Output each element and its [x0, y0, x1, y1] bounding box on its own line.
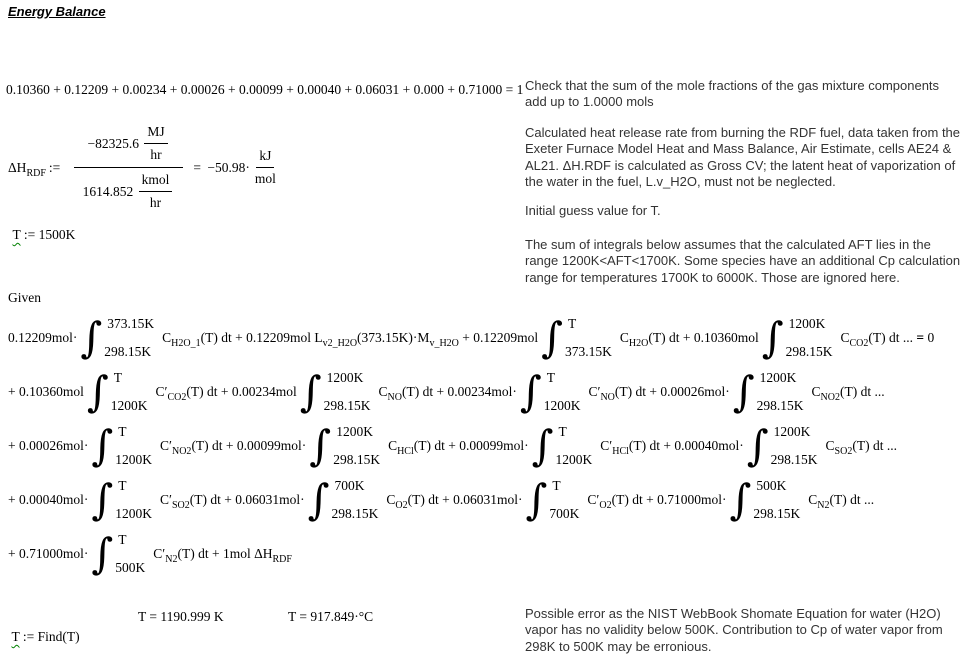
integral-bounds — [563, 313, 612, 363]
integral-icon: ∫ — [531, 421, 554, 470]
solve-block-equation[interactable] — [8, 311, 934, 581]
integral-bounds — [113, 529, 145, 579]
symbol-subscript: NO — [600, 392, 615, 403]
integral-lower-bound: 1200K — [115, 506, 153, 521]
symbol-subscript: RDF — [272, 554, 292, 565]
symbol-subscript: CO2 — [849, 338, 869, 349]
integral-icon: ∫ — [91, 421, 114, 470]
note-line: range for temperatures 1700K to 6000K. Those are ignored here. — [525, 269, 900, 285]
integral-upper-bound: T — [118, 424, 127, 439]
result-celsius[interactable]: T = 917.849·°C — [288, 609, 374, 624]
integral-upper-bound: 1200K — [773, 424, 811, 439]
integral — [747, 421, 818, 471]
note-line: vapor has no validity below 500K. Contribution to Cp of water vapor from — [525, 622, 943, 638]
integral-icon: ∫ — [91, 529, 114, 578]
integral-bounds — [102, 313, 154, 363]
integral-bounds — [751, 475, 800, 525]
symbol-base: C — [378, 384, 388, 399]
math-text: (T) dt ... — [852, 438, 897, 453]
denominator-unit-fraction — [139, 170, 173, 213]
symbol-subscript: NO2 — [820, 392, 840, 403]
integral — [520, 367, 581, 417]
math-text: (T) dt + 1mol — [177, 546, 255, 561]
math-text: 0.12209mol· — [8, 330, 78, 345]
subscripted-symbol — [388, 436, 414, 456]
find-t-equation[interactable] — [5, 607, 80, 647]
symbol-subscript: SO2 — [171, 500, 190, 511]
symbol-subscript: SO2 — [834, 446, 853, 457]
integral — [87, 367, 148, 417]
symbol-base: M — [417, 330, 430, 345]
symbol-base: C — [825, 438, 835, 453]
integral — [733, 367, 804, 417]
math-text: (T) dt + 0.00234mol· — [401, 384, 517, 399]
symbol-base: C — [811, 384, 821, 399]
math-text: (T) dt ... — [840, 384, 885, 399]
integral-lower-bound: 700K — [549, 506, 580, 521]
bold-equals: = — [916, 330, 925, 345]
symbol-base: C — [808, 492, 818, 507]
math-text: (T) dt + 0.71000mol· — [611, 492, 727, 507]
symbol-base: C — [388, 438, 398, 453]
integral-upper-bound: T — [118, 478, 127, 493]
integral — [300, 367, 371, 417]
math-text: (T) dt + 0.00099mol· — [191, 438, 307, 453]
integral-upper-bound: T — [546, 370, 555, 385]
symbol-subscript: H2O — [628, 338, 649, 349]
integral-bounds — [113, 421, 152, 471]
result-unit-fraction — [252, 146, 279, 189]
integral — [762, 313, 833, 363]
t-variable: T — [12, 227, 21, 242]
mole-fraction-sum-equation[interactable]: 0.10360 + 0.12209 + 0.00234 + 0.00026 + 0.00099 + 0.00040 + 0.06031 + 0.000 + 0.71000 = 1 — [6, 82, 524, 97]
note-line: AL21. ΔH.RDF is calculated as Gross CV; the latent heat of vaporization of — [525, 157, 956, 173]
symbol-base: C′ — [600, 438, 613, 453]
denominator-value: 1614.852 — [82, 183, 137, 199]
numerator-unit-fraction — [144, 122, 167, 165]
math-text: + 0.12209mol — [458, 330, 539, 345]
integral-upper-bound: 1200K — [336, 424, 373, 439]
math-text: + 0.10360mol — [8, 384, 84, 399]
subscripted-symbol — [417, 328, 458, 348]
math-text: (T) dt + 0.06031mol· — [189, 492, 305, 507]
integral-lower-bound: 298.15K — [333, 452, 381, 467]
integral-icon: ∫ — [91, 475, 114, 524]
integral-bounds — [113, 475, 152, 525]
note-line: Initial guess value for T. — [525, 203, 661, 218]
integral — [91, 529, 145, 579]
integral-icon: ∫ — [80, 313, 103, 362]
integral-bounds — [784, 313, 833, 363]
subscripted-symbol — [841, 328, 869, 348]
note-line: Calculated heat release rate from burning the RDF fuel, data taken from the — [525, 125, 961, 140]
dh-lhs-symbol — [8, 158, 46, 178]
subscripted-symbol — [379, 382, 402, 402]
note-line: 298K to 500K may be erronious. — [525, 638, 712, 654]
math-text: (T) dt + 0.00040mol· — [628, 438, 744, 453]
integral-bounds — [322, 367, 371, 417]
note-line: The sum of integrals below assumes that the calculated AFT lies in the — [525, 237, 931, 252]
t-guess-value: := 1500K — [20, 227, 76, 242]
symbol-subscript: v_H2O — [429, 338, 459, 349]
symbol-subscript: H2O_1 — [171, 338, 201, 349]
integral-icon: ∫ — [541, 313, 564, 362]
integral-icon: ∫ — [519, 367, 542, 416]
symbol-subscript: NO — [387, 392, 402, 403]
symbol-subscript: O2 — [395, 500, 408, 511]
symbol-subscript: HCl — [397, 446, 414, 457]
find-expression: := Find(T) — [19, 629, 80, 644]
note-line: range 1200K<AFT<1700K. Some species have an additional Cp calculation — [525, 253, 961, 269]
symbol-subscript: CO2 — [167, 392, 187, 403]
subscripted-symbol — [160, 490, 190, 510]
integral — [532, 421, 593, 471]
integral-lower-bound: 1200K — [555, 452, 593, 467]
note-integral-range[interactable] — [525, 237, 970, 286]
symbol-base: C′ — [160, 438, 172, 453]
integral — [526, 475, 580, 525]
subscripted-symbol — [153, 544, 177, 564]
equals-operator: = — [193, 159, 202, 175]
integral-upper-bound: T — [568, 316, 577, 331]
integral-lower-bound: 298.15K — [785, 344, 833, 359]
unit-bottom: hr — [149, 195, 162, 210]
integral-icon: ∫ — [525, 475, 548, 524]
integral — [80, 313, 154, 363]
dh-fraction — [74, 120, 184, 215]
given-keyword[interactable]: Given — [8, 290, 41, 305]
t-variable: T — [11, 629, 20, 644]
note-initial-guess[interactable] — [525, 203, 970, 219]
integral-bounds — [542, 367, 581, 417]
integral-icon: ∫ — [746, 421, 769, 470]
math-text: 0 — [924, 330, 935, 345]
subscripted-symbol — [160, 436, 191, 456]
integral-upper-bound: 1200K — [326, 370, 364, 385]
subscripted-symbol — [812, 382, 840, 402]
subscripted-symbol — [620, 328, 648, 348]
integral-lower-bound: 298.15K — [331, 506, 379, 521]
integral-upper-bound: T — [113, 370, 123, 385]
dh-base: ΔH — [8, 159, 27, 175]
integral — [91, 421, 152, 471]
equation-row[interactable] — [8, 473, 934, 527]
math-text: (T) dt + 0.00234mol — [186, 384, 297, 399]
integral-upper-bound: 1200K — [788, 316, 826, 331]
symbol-base: ΔH — [254, 546, 273, 561]
worksheet-title[interactable]: Energy Balance — [8, 4, 106, 19]
unit-top: kmol — [139, 170, 173, 192]
integral-bounds — [554, 421, 593, 471]
integral-lower-bound: 298.15K — [756, 398, 804, 413]
dh-numerator — [78, 120, 178, 167]
symbol-subscript: NO2 — [171, 446, 192, 457]
symbol-base: C — [840, 330, 850, 345]
integral-lower-bound: 500K — [115, 560, 146, 575]
integral-bounds — [109, 367, 148, 417]
note-line: Possible error as the NIST WebBook Shomate Equation for water (H2O) — [525, 606, 941, 621]
assign-operator: := — [48, 159, 64, 175]
integral-upper-bound: T — [558, 424, 567, 439]
integral-bounds — [330, 475, 379, 525]
integral — [729, 475, 800, 525]
subscripted-symbol — [254, 544, 292, 564]
note-line: Check that the sum of the mole fractions of the gas mixture components — [525, 78, 940, 93]
integral-icon: ∫ — [732, 367, 755, 416]
equation-row[interactable] — [8, 311, 934, 365]
integral-bounds — [547, 475, 579, 525]
unit-bottom: hr — [150, 147, 162, 162]
integral-icon: ∫ — [761, 313, 784, 362]
note-heat-release[interactable] — [525, 125, 970, 190]
symbol-base: C′ — [588, 384, 601, 399]
math-text: (373.15K)· — [357, 330, 418, 345]
integral — [309, 421, 380, 471]
equation-row[interactable] — [8, 527, 934, 581]
dh-denominator — [74, 168, 184, 215]
integral-upper-bound: 500K — [756, 478, 787, 493]
symbol-base: L — [314, 330, 323, 345]
symbol-base: C′ — [155, 384, 168, 399]
subscripted-symbol — [600, 436, 629, 456]
dh-subscript: RDF — [26, 167, 46, 179]
math-text: (T) dt + 0.12209mol — [200, 330, 315, 345]
subscripted-symbol — [808, 490, 829, 510]
unit-top: MJ — [144, 122, 167, 144]
integral-lower-bound: 1200K — [115, 452, 153, 467]
math-text: (T) dt ... — [868, 330, 917, 345]
math-text: (T) dt ... — [829, 492, 875, 507]
symbol-base: C′ — [160, 492, 172, 507]
integral-bounds — [331, 421, 380, 471]
numerator-value: −82325.6 — [87, 135, 143, 151]
integral-icon: ∫ — [307, 475, 330, 524]
math-text: (T) dt + 0.00099mol· — [413, 438, 529, 453]
integral-icon: ∫ — [299, 367, 322, 416]
unit-bottom: mol — [254, 171, 276, 186]
integral-bounds — [755, 367, 804, 417]
integral-lower-bound: 298.15K — [753, 506, 801, 521]
integral — [308, 475, 379, 525]
integral-lower-bound: 1200K — [110, 398, 148, 413]
subscripted-symbol — [162, 328, 200, 348]
integral-lower-bound: 298.15K — [104, 344, 152, 359]
math-text: + 0.00040mol· — [8, 492, 89, 507]
symbol-subscript: HCl — [612, 446, 629, 457]
integral-icon: ∫ — [309, 421, 332, 470]
integral — [91, 475, 152, 525]
math-text: (T) dt + 0.10360mol — [648, 330, 759, 345]
integral-bounds — [769, 421, 818, 471]
symbol-base: C′ — [587, 492, 600, 507]
subscripted-symbol — [826, 436, 853, 456]
symbol-base: C′ — [153, 546, 166, 561]
symbol-base: C — [386, 492, 396, 507]
integral-icon: ∫ — [86, 367, 109, 416]
dh-rdf-equation[interactable] — [8, 120, 281, 215]
integral-lower-bound: 1200K — [543, 398, 581, 413]
integral-upper-bound: T — [552, 478, 561, 493]
math-text: (T) dt + 0.06031mol· — [407, 492, 523, 507]
integral-lower-bound: 373.15K — [565, 344, 612, 359]
symbol-subscript: N2 — [165, 554, 178, 565]
math-text: + 0.00026mol· — [8, 438, 89, 453]
equation-row[interactable] — [8, 365, 934, 419]
subscripted-symbol — [314, 328, 357, 348]
subscripted-symbol — [386, 490, 407, 510]
integral-upper-bound: 700K — [334, 478, 365, 493]
symbol-subscript: v2_H2O — [322, 338, 358, 349]
math-text: (T) dt + 0.00026mol· — [614, 384, 730, 399]
t-guess-equation[interactable] — [6, 205, 75, 245]
equation-row[interactable] — [8, 419, 934, 473]
integral-icon: ∫ — [729, 475, 752, 524]
note-mole-fraction-check[interactable] — [525, 78, 970, 111]
note-line: add up to 1.0000 mols — [525, 94, 654, 110]
subscripted-symbol — [156, 382, 187, 402]
integral-upper-bound: 1200K — [759, 370, 797, 385]
symbol-base: C — [619, 330, 629, 345]
symbol-subscript: N2 — [817, 500, 830, 511]
subscripted-symbol — [588, 382, 614, 402]
integral-upper-bound: T — [118, 532, 127, 547]
integral-upper-bound: 373.15K — [107, 316, 155, 331]
note-nist-webbook-warning[interactable] — [525, 606, 970, 655]
dh-result-value: −50.98· — [204, 159, 250, 175]
symbol-base: C — [162, 330, 172, 345]
note-line: Exeter Furnace Model Heat and Mass Balance, Air Estimate, cells AE24 & — [525, 141, 952, 157]
result-kelvin[interactable]: T = 1190.999 K — [138, 609, 224, 624]
unit-top: kJ — [256, 146, 274, 168]
integral — [541, 313, 612, 363]
subscripted-symbol — [587, 490, 611, 510]
note-line: the water in the fuel, L.v_H2O, must not be neglected. — [525, 173, 836, 189]
math-text: + 0.71000mol· — [8, 546, 89, 561]
symbol-subscript: O2 — [599, 500, 612, 511]
integral-lower-bound: 298.15K — [770, 452, 818, 467]
integral-lower-bound: 298.15K — [323, 398, 371, 413]
